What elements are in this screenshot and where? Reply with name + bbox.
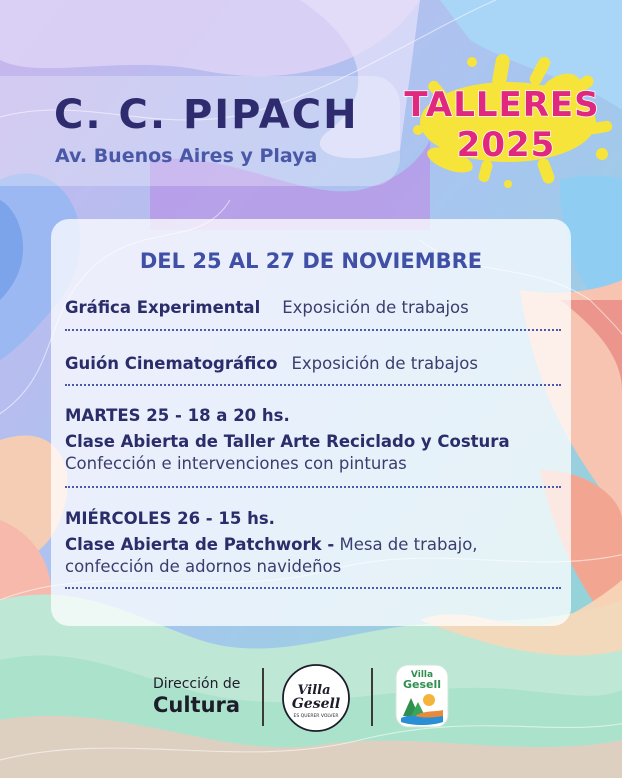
logo-divider xyxy=(371,668,373,726)
item-description: Mesa de trabajo, xyxy=(339,535,478,554)
item-description: Exposición de trabajos xyxy=(282,298,469,317)
villa-gesell-badge-logo xyxy=(395,664,449,728)
badge-logo-line2: Gesell xyxy=(402,678,442,691)
item-description-continued: confección de adornos navideños xyxy=(65,557,342,576)
list-item xyxy=(65,508,561,589)
item-title: Gráfica Experimental xyxy=(65,298,261,317)
list-item xyxy=(65,405,561,488)
dotted-divider xyxy=(65,587,561,589)
item-title: Clase Abierta de Taller Arte Reciclado y Costura xyxy=(65,432,510,451)
date-heading: DEL 25 AL 27 DE NOVIEMBRE xyxy=(139,249,483,273)
direccion-label: Dirección de xyxy=(153,676,241,692)
round-logo-line2: Gesell xyxy=(291,696,341,712)
direccion-cultura-logo xyxy=(153,675,240,717)
venue-address: Av. Buenos Aires y Playa xyxy=(55,145,318,167)
list-item xyxy=(65,297,561,331)
item-title: Clase Abierta de Patchwork - xyxy=(65,535,335,554)
talleres-2025-badge xyxy=(390,50,620,190)
villa-gesell-round-logo xyxy=(280,662,352,734)
events-card xyxy=(51,219,571,626)
list-item xyxy=(65,353,561,386)
badge-logo-line1: Villa xyxy=(410,670,434,680)
round-logo-tagline: ES QUERER VOLVER xyxy=(293,714,339,719)
badge-line1: TALLERES xyxy=(404,85,600,125)
dotted-divider xyxy=(65,384,561,386)
item-schedule: MIÉRCOLES 26 - 15 hs. xyxy=(65,509,275,528)
cultura-label: Cultura xyxy=(153,693,241,717)
badge-line2: 2025 xyxy=(456,125,556,165)
footer-logos xyxy=(0,650,622,750)
dotted-divider xyxy=(65,329,561,331)
dotted-divider xyxy=(65,486,561,488)
round-logo-line1: Villa xyxy=(297,683,331,698)
item-schedule: MARTES 25 - 18 a 20 hs. xyxy=(65,406,290,425)
item-description: Exposición de trabajos xyxy=(291,354,478,373)
item-title: Guión Cinematográfico xyxy=(65,354,278,373)
logo-divider xyxy=(262,668,264,726)
item-description: Confección e intervenciones con pinturas xyxy=(65,454,407,473)
venue-name: C. C. PIPACH xyxy=(54,92,359,138)
